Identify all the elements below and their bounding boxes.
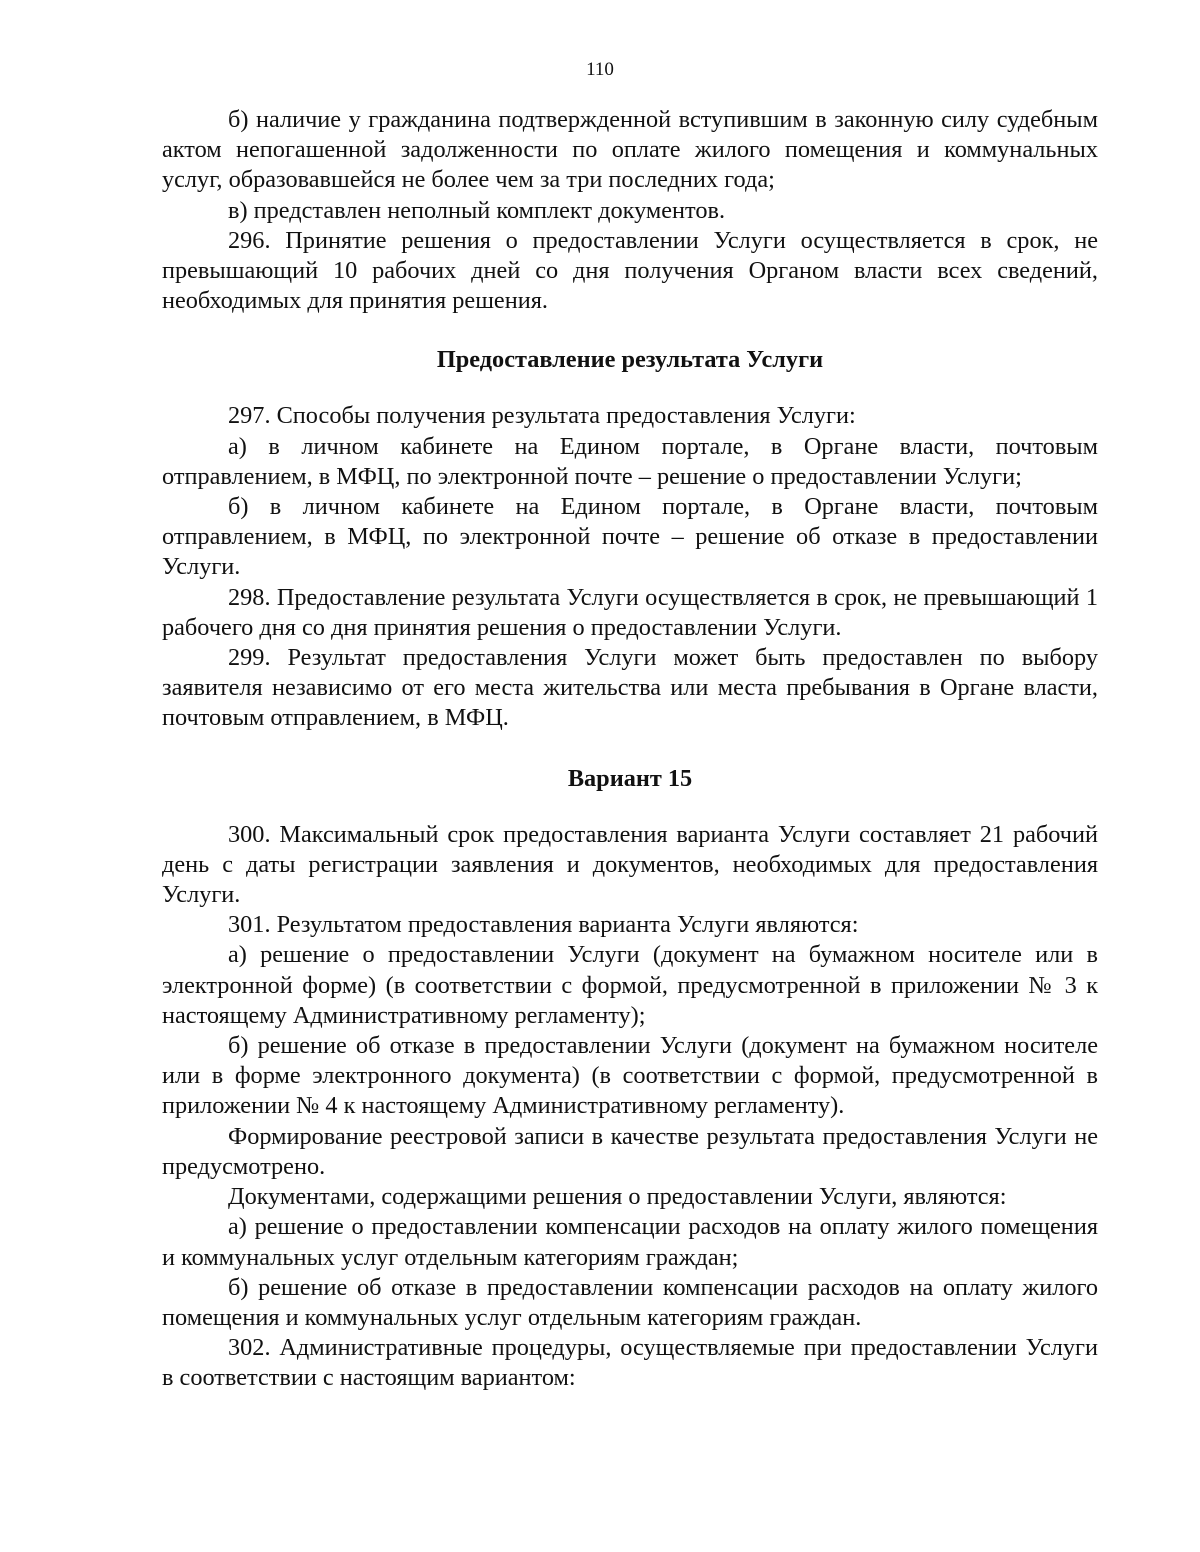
paragraph-298: 298. Предоставление результата Услуги осуществляется в срок, не превышающий 1 рабочего дня со дня принятия решения о предоставлении Услуги. (162, 583, 1098, 641)
section-heading-result: Предоставление результата Услуги (436, 346, 824, 374)
paragraph-297: 297. Способы получения результата предоставления Услуги: (228, 402, 856, 430)
paragraph-300: 300. Максимальный срок предоставления варианта Услуги составляет 21 рабочий день с даты регистрации заявления и документов, необходимых для предоставления Услуги. (162, 820, 1098, 909)
section-heading-variant: Вариант 15 (567, 764, 693, 792)
paragraph-297-b: б) в личном кабинете на Едином портале, в Органе власти, почтовым отправлением, в МФЦ, по электронной почте – решение об отказе в предоставлении Услуги. (162, 493, 1098, 581)
paragraph-302: 302. Административные процедуры, осуществляемые при предоставлении Услуги в соответствии с настоящим вариантом: (162, 1334, 1098, 1392)
paragraph-decision-a: а) решение о предоставлении компенсации расходов на оплату жилого помещения и коммунальных услуг отдельным категориям граждан; (162, 1213, 1098, 1271)
paragraph-296: 296. Принятие решения о предоставлении Услуги осуществляется в срок, не превышающий 10 рабочих дней со дня получения Органом власти всех сведений, необходимых для принятия решения. (162, 226, 1098, 315)
paragraph-297-a: а) в личном кабинете на Едином портале, в Органе власти, почтовым отправлением, в МФЦ, по электронной почте – решение о предоставлении Услуги; (162, 432, 1098, 490)
paragraph-v-incomplete-docs: в) представлен неполный комплект документов. (228, 196, 726, 224)
paragraph-301: 301. Результатом предоставления варианта Услуги являются: (228, 911, 859, 939)
paragraph-301-a: а) решение о предоставлении Услуги (документ на бумажном носителе или в электронной форме) (в соответствии с формой, предусмотренной в приложении № 3 к настоящему Административному регламенту); (162, 941, 1098, 1029)
paragraph-301-b: б) решение об отказе в предоставлении Услуги (документ на бумажном носителе или в форме электронного документа) (в соответствии с формой, предусмотренной в приложении № 4 к настоящему Административному регламенту). (162, 1032, 1098, 1120)
paragraph-b-debt: б) наличие у гражданина подтвержденной вступившим в законную силу судебным актом непогашенной задолженности по оплате жилого помещения и коммунальных услуг, образовавшейся не более чем за три последних года; (162, 106, 1098, 194)
document-body (162, 105, 1098, 1394)
paragraph-decision-documents: Документами, содержащими решения о предоставлении Услуги, являются: (228, 1183, 1007, 1211)
paragraph-299: 299. Результат предоставления Услуги может быть предоставлен по выбору заявителя независимо от его места жительства или места пребывания в Органе власти, почтовым отправлением, в МФЦ. (162, 644, 1098, 732)
page-number: 110 (586, 59, 614, 80)
paragraph-decision-b: б) решение об отказе в предоставлении компенсации расходов на оплату жилого помещения и коммунальных услуг отдельным категориям граждан. (162, 1273, 1098, 1331)
paragraph-registry-record: Формирование реестровой записи в качестве результата предоставления Услуги не предусмотрено. (162, 1122, 1098, 1180)
